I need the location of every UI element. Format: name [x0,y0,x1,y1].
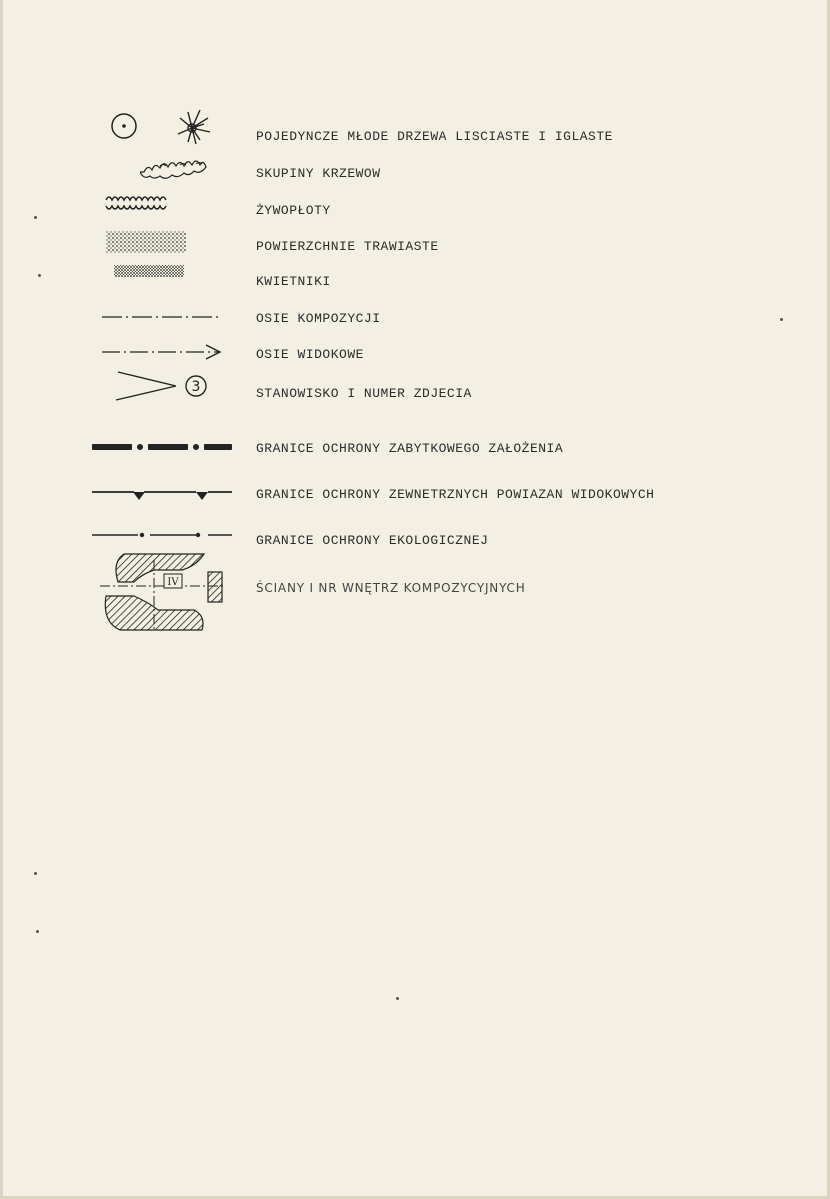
flower-beds-icon [112,263,186,279]
legend-label-view-boundary: GRANICE OCHRONY ZEWNETRZNYCH POWIAZAN WIDOKOWYCH [256,487,655,502]
scan-speck [396,997,399,1000]
scan-speck [34,216,37,219]
legend-label-composition-axes: OSIE KOMPOZYCJI [256,311,381,326]
ecological-protection-boundary-icon [90,528,236,542]
photo-station-icon [108,368,214,404]
legend-label-shrubs: SKUPINY KRZEWOW [256,166,381,181]
interior-number: IV [167,577,179,588]
legend-label-hedges: ŻYWOPŁOTY [256,203,331,218]
view-axis-icon [100,343,230,361]
page-edge-left [0,0,3,1199]
legend-label-ecological-boundary: GRANICE OCHRONY EKOLOGICZNEJ [256,533,489,548]
scan-speck [780,318,783,321]
tree-symbols-icon [104,104,224,154]
scan-speck [38,274,41,277]
legend-label-interior-walls: ŚCIANY I NR WNĘTRZ KOMPOZYCYJNYCH [256,581,526,595]
scan-speck [36,930,39,933]
shrub-group-icon [140,152,220,182]
photo-number: 3 [191,379,201,395]
monument-protection-boundary-icon [90,440,236,454]
scan-speck [34,872,37,875]
legend-label-monument-boundary: GRANICE OCHRONY ZABYTKOWEGO ZAŁOŻENIA [256,441,564,456]
legend-label-view-axes: OSIE WIDOKOWE [256,347,364,362]
legend-label-photo-station: STANOWISKO I NUMER ZDJECIA [256,386,472,401]
grass-area-icon [104,229,188,255]
legend-label-flower-beds: KWIETNIKI [256,274,331,289]
legend-label-grass: POWIERZCHNIE TRAWIASTE [256,239,439,254]
hedge-icon [104,192,170,212]
interior-walls-icon [98,552,228,634]
composition-axis-icon [100,310,230,324]
legend-label-trees: POJEDYNCZE MŁODE DRZEWA LISCIASTE I IGLASTE [256,129,613,144]
view-protection-boundary-icon [90,486,236,502]
